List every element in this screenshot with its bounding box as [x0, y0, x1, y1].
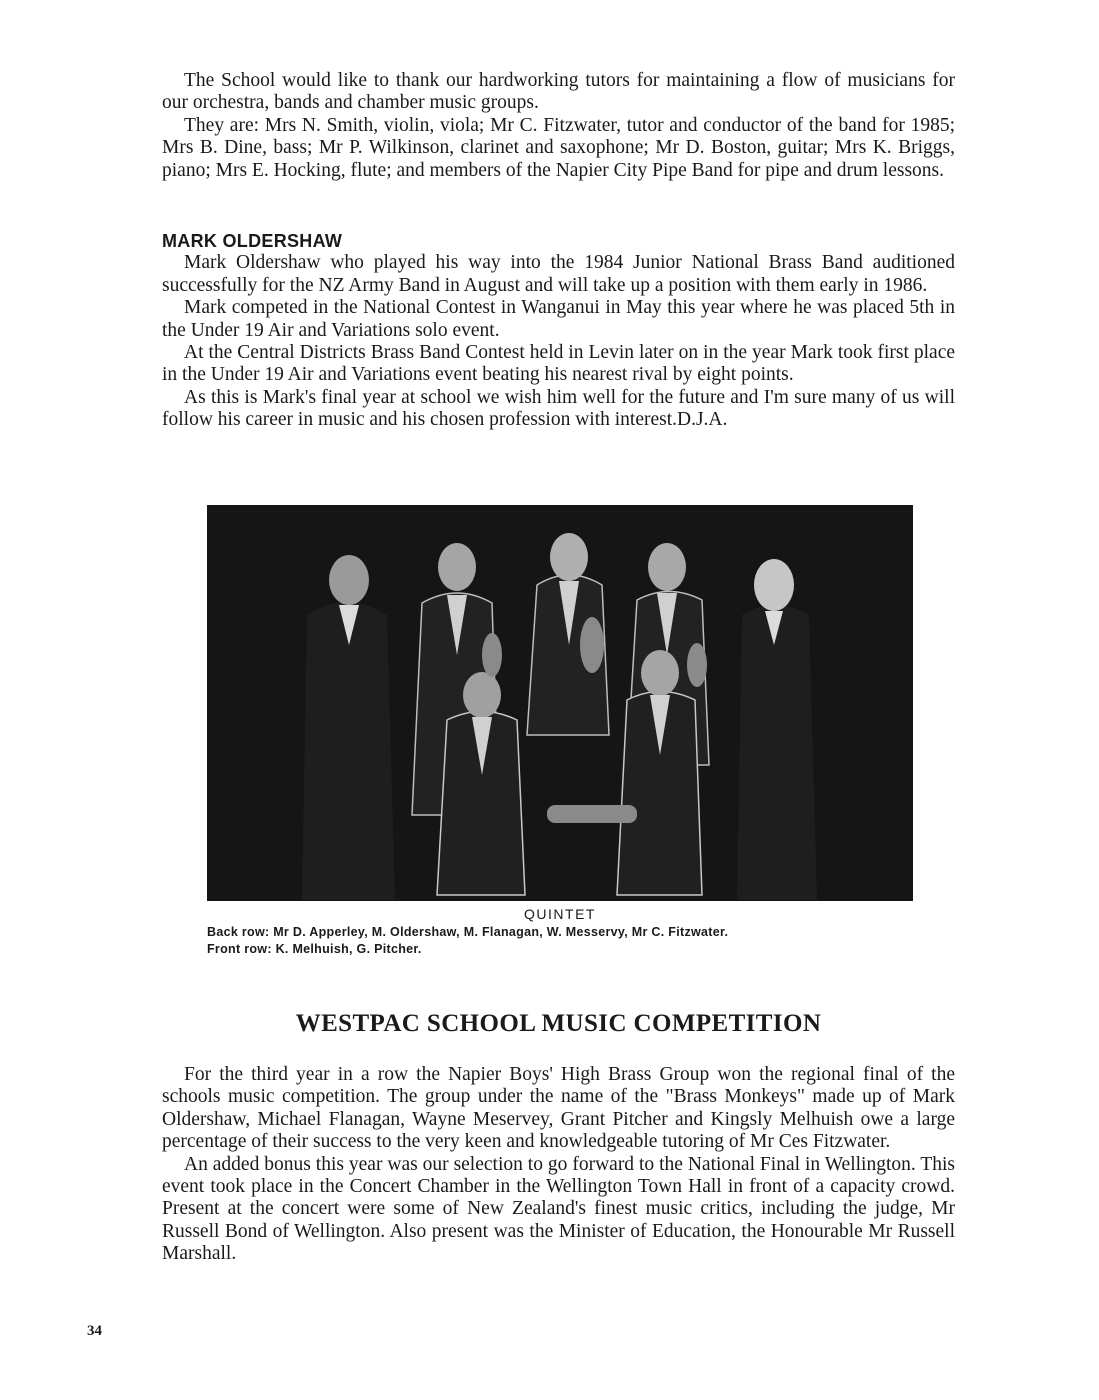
photo-caption — [207, 906, 913, 958]
westpac-paragraph-1: For the third year in a row the Napier Boys' High Brass Group won the regional final of the schools music competition. The group under the name of the "Brass Monkeys" made up of Mark Oldershaw, Michael Flanagan, Wayne Meservey, Grant Pitcher and Kingsly Melhuish owe a large percentage of their success to the very keen and knowledgeable tutoring of Mr Ces Fitzwater. — [162, 1064, 955, 1153]
mark-oldershaw-section — [162, 230, 955, 432]
intro-paragraph: The School would like to thank our hardworking tutors for maintaining a flow of musicians for our orchestra, bands and chamber music groups. — [162, 70, 955, 114]
mark-paragraph-2: Mark competed in the National Contest in Wanganui in May this year where he was placed 5th in the Under 19 Air and Variations solo event. — [162, 297, 955, 341]
westpac-paragraph-2: An added bonus this year was our selection to go forward to the National Final in Wellington. This event took place in the Concert Chamber in the Wellington Town Hall in front of a capacity crowd. Present at the concert were some of New Zealand's finest music critics, including the judge, Mr Russell Bond of Wellington. Also present was the Minister of Education, the Honourable Mr Russell Marshall. — [162, 1153, 955, 1265]
mark-paragraph-4: As this is Mark's final year at school we wish him well for the future and I'm sure many of us will follow his career in music and his chosen profession with interest.D.J.A. — [162, 386, 955, 431]
quintet-photo-illustration — [207, 505, 913, 901]
page-number: 34 — [87, 1323, 102, 1339]
caption-title: QUINTET — [524, 906, 596, 922]
westpac-heading: WESTPAC SCHOOL MUSIC COMPETITION — [295, 1010, 822, 1037]
intro-section — [162, 70, 955, 182]
caption-back-row: Back row: Mr D. Apperley, M. Oldershaw, M. Flanagan, W. Messervy, Mr C. Fitzwater. — [207, 925, 729, 939]
tutors-paragraph: They are: Mrs N. Smith, violin, viola; Mr C. Fitzwater, tutor and conductor of the band for 1985; Mrs B. Dine, bass; Mr P. Wilkinson, clarinet and saxophone; Mr D. Boston, guitar; Mrs K. Briggs, piano; Mrs E. Hocking, flute; and members of the Napier City Pipe Band for pipe and drum lessons. — [162, 114, 955, 181]
section-heading: MARK OLDERSHAW — [162, 231, 343, 251]
mark-paragraph-3: At the Central Districts Brass Band Contest held in Levin later on in the year Mark took first place in the Under 19 Air and Variations event beating his nearest rival by eight points. — [162, 342, 955, 386]
mark-paragraph-1: Mark Oldershaw who played his way into the 1984 Junior National Brass Band auditioned successfully for the NZ Army Band in August and will take up a position with them early in 1986. — [162, 252, 955, 296]
quintet-photo — [207, 505, 913, 901]
caption-front-row: Front row: K. Melhuish, G. Pitcher. — [207, 942, 422, 956]
westpac-section — [162, 1064, 955, 1266]
